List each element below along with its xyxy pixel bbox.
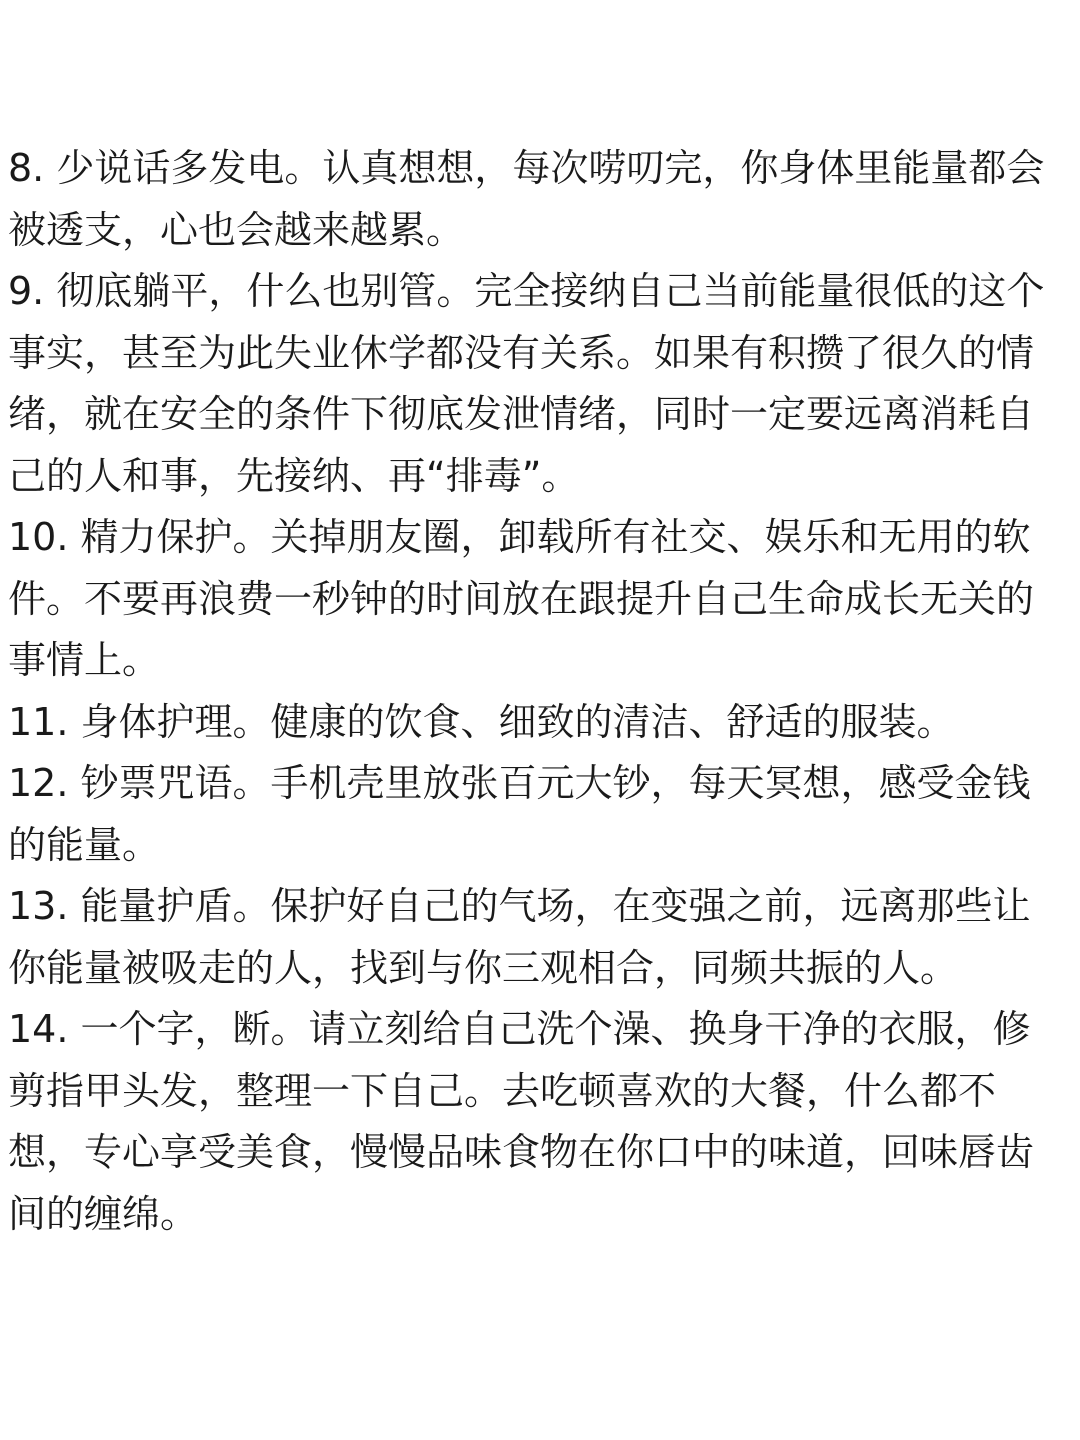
list-item-11: 11. 身体护理。健康的饮食、细致的清洁、舒适的服装。 [8, 699, 955, 744]
list-item-14: 14. 一个字，断。请立刻给自己洗个澡、换身干净的衣服，修剪指甲头发，整理一下自己。去吃顿喜欢的大餐，什么都不想，专心享受美食，慢慢品味食物在你口中的味道，回味唇齿间的缠绵。 [8, 1007, 1035, 1236]
list-item-8: 8. 少说话多发电。认真想想，每次唠叨完，你身体里能量都会被透支，心也会越来越累。 [8, 146, 1045, 252]
list-item-10: 10. 精力保护。关掉朋友圈，卸载所有社交、娱乐和无用的软件。不要再浪费一秒钟的时间放在跟提升自己生命成长无关的事情上。 [8, 515, 1035, 682]
article-body [8, 138, 1058, 1245]
list-item-12: 12. 钞票咒语。手机壳里放张百元大钞，每天冥想，感受金钱的能量。 [8, 761, 1031, 867]
list-item-13: 13. 能量护盾。保护好自己的气场，在变强之前，远离那些让你能量被吸走的人，找到与你三观相合，同频共振的人。 [8, 884, 1031, 990]
list-item-9: 9. 彻底躺平，什么也别管。完全接纳自己当前能量很低的这个事实，甚至为此失业休学都没有关系。如果有积攒了很久的情绪，就在安全的条件下彻底发泄情绪，同时一定要远离消耗自己的人和事，先接纳、再“排毒”。 [8, 269, 1045, 498]
